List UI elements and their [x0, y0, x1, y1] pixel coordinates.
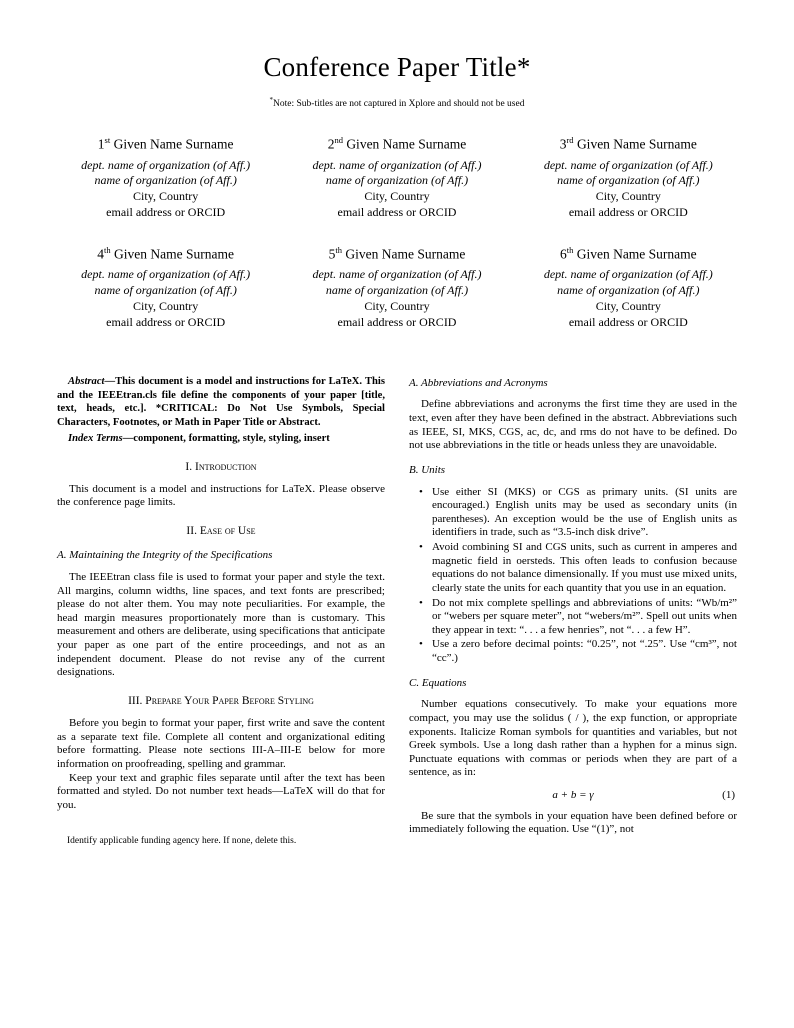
author-city: City, Country [133, 189, 199, 204]
paragraph-after-equation: Be sure that the symbols in your equation have been defined before or immediately following the equation. Use “(1)”, not [409, 809, 737, 836]
author-email: email address or ORCID [337, 314, 457, 329]
author-name: 3rd Given Name Surname [559, 135, 697, 152]
index-terms-dash: — [122, 432, 134, 444]
author-email: email address or ORCID [568, 205, 688, 220]
left-column [57, 375, 385, 847]
body-columns [57, 375, 737, 847]
abstract-label: Abstract [68, 375, 105, 387]
bullet-text: Avoid combining SI and CGS units, such as current in amperes and magnetic field in oersteds. This often leads to confusion because equations do not balance dimensionally. If you must use mixed units, clearly state the units for each quantity that you use in an equation. [432, 541, 737, 594]
title-note [57, 96, 737, 109]
paragraph-prepare-2: Keep your text and graphic files separate until after the text has been formatted and styled. Do not number text heads—LaTeX will do that for you. [57, 771, 385, 811]
equation-number: (1) [722, 789, 735, 802]
bullet-item [415, 597, 737, 638]
author-name: 4th Given Name Surname [97, 244, 235, 262]
abstract-text: This document is a model and instructions for LaTeX. This and the IEEEtran.cls file define the components of your paper [title, text, heads, etc.]. *CRITICAL: Do Not Use Symbols, Special Characters, Footnotes, or Math in Paper Title or Abstract. [57, 375, 385, 429]
author-name: 1st Given Name Surname [97, 135, 234, 152]
section-heading-ease-of-use: II. Ease of Use [186, 525, 256, 538]
author-org: name of organization (of Aff.) [94, 173, 237, 188]
title-note-marker: * [269, 96, 274, 104]
bullet-text: Use a zero before decimal points: “0.25”, not “.25”. Use “cm³”, not “cc”.) [432, 638, 737, 665]
paragraph-integrity: The IEEEtran class file is used to format your paper and style the text. All margins, column widths, line spaces, and text fonts are prescribed; please do not alter them. You may note peculiarities. For example, the head margin measures proportionately more than is customary. This measurement and others are deliberate, using specifications that anticipate your paper as one part of the entire proceedings, and not as an independent document. Please do not revise any of the current designations. [57, 570, 385, 679]
index-terms-text: component, formatting, style, styling, insert [133, 432, 330, 444]
bullet-item [415, 541, 737, 596]
bullet-icon: • [419, 485, 423, 498]
author-email: email address or ORCID [106, 314, 226, 329]
right-column [409, 375, 737, 847]
author-dept: dept. name of organization (of Aff.) [81, 157, 251, 172]
author-city: City, Country [595, 299, 661, 314]
author-city: City, Country [595, 189, 661, 204]
author-dept: dept. name of organization (of Aff.) [543, 267, 713, 282]
author-org: name of organization (of Aff.) [325, 283, 469, 298]
author-block-2 [288, 135, 505, 221]
paragraph-introduction: This document is a model and instructions for LaTeX. Please observe the conference page limits. [57, 482, 385, 509]
author-block-5 [288, 245, 505, 331]
author-city: City, Country [133, 299, 199, 314]
section-heading-prepare: III. Prepare Your Paper Before Styling [128, 694, 314, 707]
paragraph-equations: Number equations consecutively. To make your equations more compact, you may use the solidus ( / ), the exp function, or appropriate exponents. Italicize Roman symbols for quantities and variables, but not Greek symbols. Use a long dash rather than a hyphen for a minus sign. Punctuate equations with commas or periods when they are part of a sentence, as in: [409, 698, 737, 779]
author-name: 2nd Given Name Surname [327, 135, 467, 152]
paper-title: Conference Paper Title* [263, 52, 531, 82]
author-org: name of organization (of Aff.) [557, 283, 700, 298]
equation-row [409, 789, 737, 803]
subsection-heading-integrity: A. Maintaining the Integrity of the Specifications [57, 549, 273, 562]
subsection-heading-equations: C. Equations [409, 676, 467, 689]
title-note-text: Note: Sub-titles are not captured in Xplore and should not be used [273, 99, 525, 110]
author-name: 6th Given Name Surname [559, 244, 697, 262]
bullet-text: Do not mix complete spellings and abbreviations of units: “Wb/m²” or “webers per square meter”, not “webers/m²”. Spell out units when they appear in text: “. . . a few henries”, not “. . . a few H”. [432, 596, 737, 636]
paragraph-abbreviations: Define abbreviations and acronyms the first time they are used in the text, even after they have been defined in the abstract. Abbreviations such as IEEE, SI, MKS, CGS, ac, dc, and rms do not have to be defined. Do not use abbreviations in the title or heads unless they are unavoidable. [409, 398, 737, 452]
paragraph-prepare-1: Before you begin to format your paper, first write and save the content as a separate text file. Complete all content and organizational editing before formatting. Please note sections III-A–III-E below for more information on proofreading, spelling and grammar. [57, 717, 385, 771]
author-dept: dept. name of organization (of Aff.) [543, 157, 713, 172]
author-block-4 [57, 245, 274, 331]
funding-footnote: Identify applicable funding agency here. If none, delete this. [67, 835, 297, 846]
equation-expression: a + b = γ [552, 789, 594, 802]
abstract-dash: — [104, 375, 116, 387]
author-org: name of organization (of Aff.) [94, 283, 237, 298]
author-dept: dept. name of organization (of Aff.) [312, 157, 482, 172]
author-email: email address or ORCID [106, 205, 226, 220]
units-bullet-list [415, 486, 737, 666]
author-email: email address or ORCID [568, 314, 688, 329]
author-org: name of organization (of Aff.) [325, 173, 469, 188]
bullet-icon: • [419, 596, 423, 609]
author-block-1 [57, 135, 274, 221]
author-block-3 [520, 135, 737, 221]
bullet-item [415, 638, 737, 665]
author-email: email address or ORCID [337, 205, 457, 220]
author-name: 5th Given Name Surname [328, 244, 466, 262]
authors-grid [57, 135, 737, 331]
author-city: City, Country [364, 299, 430, 314]
author-dept: dept. name of organization (of Aff.) [81, 267, 251, 282]
author-city: City, Country [364, 189, 430, 204]
author-block-6 [520, 245, 737, 331]
bullet-item [415, 486, 737, 541]
bullet-text: Use either SI (MKS) or CGS as primary units. (SI units are encouraged.) English units may be used as secondary units (in parentheses). An exception would be the use of English units as identifiers in trade, such as “3.5-inch disk drive”. [432, 485, 737, 539]
index-terms-paragraph [57, 432, 385, 446]
author-dept: dept. name of organization (of Aff.) [312, 267, 482, 282]
abstract-paragraph [57, 375, 385, 430]
section-heading-introduction: I. Introduction [185, 460, 257, 473]
author-org: name of organization (of Aff.) [557, 173, 700, 188]
subsection-heading-abbreviations: A. Abbreviations and Acronyms [409, 376, 548, 389]
index-terms-label: Index Terms [68, 432, 123, 444]
bullet-icon: • [419, 638, 423, 651]
bullet-icon: • [419, 541, 423, 554]
subsection-heading-units: B. Units [409, 463, 446, 476]
